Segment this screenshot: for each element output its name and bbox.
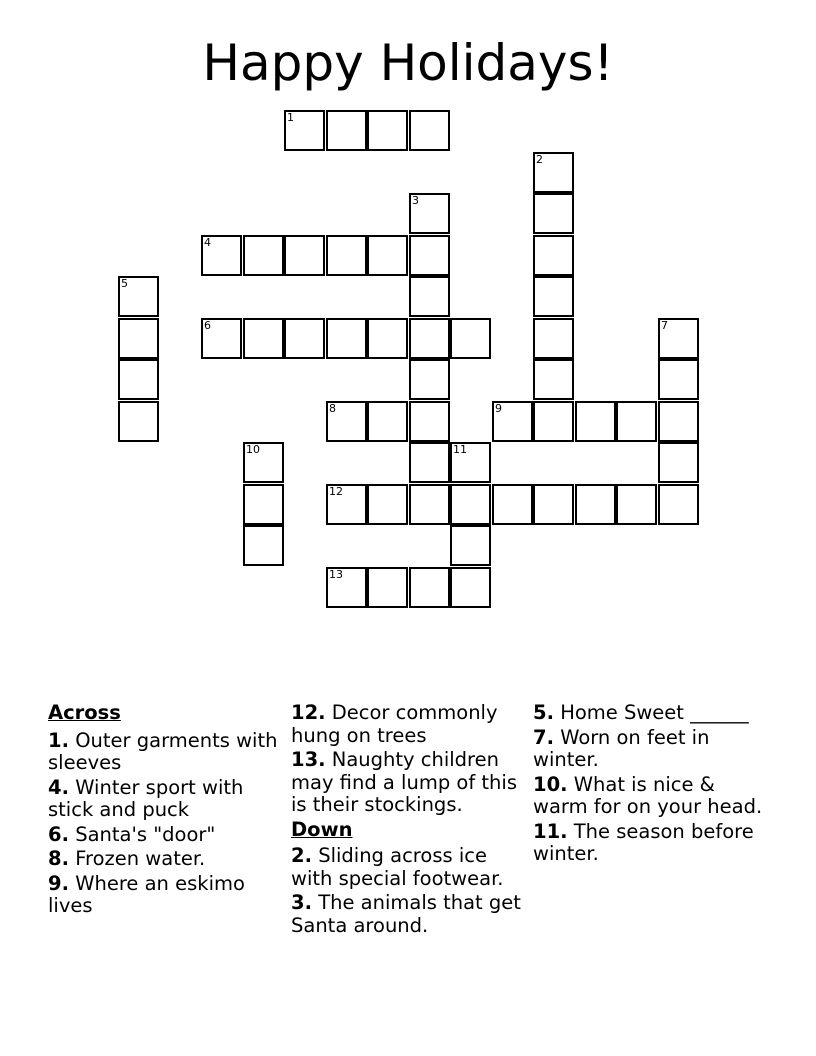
clue-text: Worn on feet in winter.: [533, 725, 710, 771]
grid-cell[interactable]: [243, 484, 284, 525]
cell-number: 6: [204, 319, 211, 332]
grid-cell[interactable]: [367, 318, 408, 359]
clue-down-11: [533, 821, 769, 866]
grid-cell[interactable]: [533, 359, 574, 400]
grid-cell[interactable]: [326, 484, 367, 525]
grid-cell[interactable]: [326, 567, 367, 608]
across-heading: Across: [48, 701, 121, 724]
clue-number: 7.: [533, 725, 554, 749]
cell-number: 4: [204, 236, 211, 249]
grid-cell[interactable]: [533, 401, 574, 442]
grid-cell[interactable]: [450, 525, 491, 566]
cell-number: 11: [453, 443, 467, 456]
clue-text: Santa's "door": [75, 822, 216, 846]
clue-across-4: [48, 777, 284, 822]
grid-cell[interactable]: [326, 401, 367, 442]
grid-cell[interactable]: [118, 318, 159, 359]
grid-cell[interactable]: [533, 318, 574, 359]
clue-down-7: [533, 727, 769, 772]
grid-cell[interactable]: [326, 110, 367, 151]
grid-cell[interactable]: [575, 484, 616, 525]
clue-number: 12.: [291, 701, 326, 724]
cell-number: 10: [246, 443, 260, 456]
clue-text: The animals that get Santa around.: [291, 891, 521, 937]
cell-number: 1: [287, 111, 294, 124]
grid-cell[interactable]: [658, 442, 699, 483]
clue-number: 4.: [48, 775, 69, 799]
grid-cell[interactable]: [409, 318, 450, 359]
clue-text: Naughty children may find a lump of this is their stockings.: [291, 748, 517, 816]
grid-cell[interactable]: [533, 276, 574, 317]
grid-cell[interactable]: [616, 484, 657, 525]
grid-cell[interactable]: [326, 318, 367, 359]
grid-cell[interactable]: [450, 567, 491, 608]
clue-text: Home Sweet ______: [560, 701, 749, 724]
grid-cell[interactable]: [409, 110, 450, 151]
grid-cell[interactable]: [367, 484, 408, 525]
clue-across-8: [48, 848, 284, 871]
clue-down-10: [533, 774, 769, 819]
clue-number: 6.: [48, 822, 69, 846]
clue-across-12: [291, 702, 527, 747]
grid-cell[interactable]: [492, 401, 533, 442]
grid-cell[interactable]: [243, 318, 284, 359]
grid-cell[interactable]: [616, 401, 657, 442]
clue-number: 10.: [533, 772, 568, 796]
grid-cell[interactable]: [326, 235, 367, 276]
clue-number: 3.: [291, 891, 312, 914]
grid-cell[interactable]: [284, 318, 325, 359]
down-heading: Down: [291, 817, 353, 841]
grid-cell[interactable]: [367, 110, 408, 151]
clue-across-1: [48, 730, 284, 775]
grid-cell[interactable]: [409, 484, 450, 525]
clue-number: 5.: [533, 701, 554, 724]
clue-text: What is nice & warm for on your head.: [533, 772, 763, 818]
cell-number: 13: [329, 568, 343, 581]
grid-cell[interactable]: [533, 193, 574, 234]
grid-cell[interactable]: [367, 567, 408, 608]
clue-column-2: [291, 702, 527, 937]
grid-cell[interactable]: [533, 235, 574, 276]
cell-number: 7: [661, 319, 668, 332]
grid-cell[interactable]: [575, 401, 616, 442]
clue-across-6: [48, 824, 284, 847]
clue-down-3: [291, 892, 527, 937]
grid-cell[interactable]: [658, 484, 699, 525]
grid-cell[interactable]: [243, 525, 284, 566]
grid-cell[interactable]: [658, 401, 699, 442]
grid-cell[interactable]: [118, 276, 159, 317]
clue-number: 13.: [291, 748, 326, 771]
grid-cell[interactable]: [492, 484, 533, 525]
grid-cell[interactable]: [284, 110, 325, 151]
cell-number: 5: [121, 277, 128, 290]
grid-cell[interactable]: [409, 401, 450, 442]
clue-down-5: [533, 702, 769, 725]
grid-cell[interactable]: [409, 235, 450, 276]
clue-text: The season before winter.: [533, 819, 754, 865]
grid-cell[interactable]: [367, 235, 408, 276]
grid-cell[interactable]: [450, 484, 491, 525]
grid-cell[interactable]: [533, 152, 574, 193]
grid-cell[interactable]: [201, 235, 242, 276]
clue-text: Frozen water.: [75, 847, 206, 870]
clue-number: 1.: [48, 728, 69, 752]
grid-cell[interactable]: [118, 401, 159, 442]
clue-column-3: [533, 702, 769, 866]
puzzle-title: Happy Holidays!: [202, 34, 614, 92]
clue-across-13: [291, 749, 527, 817]
clue-across-9: [48, 873, 284, 918]
grid-cell[interactable]: [367, 401, 408, 442]
clue-text: Where an eskimo lives: [48, 871, 245, 917]
clue-column-1: [48, 702, 284, 918]
grid-cell[interactable]: [409, 193, 450, 234]
grid-cell[interactable]: [658, 359, 699, 400]
grid-cell[interactable]: [243, 235, 284, 276]
grid-cell[interactable]: [409, 276, 450, 317]
grid-cell[interactable]: [450, 442, 491, 483]
grid-cell[interactable]: [409, 567, 450, 608]
clue-number: 11.: [533, 819, 568, 843]
cell-number: 12: [329, 485, 343, 498]
cell-number: 8: [329, 402, 336, 415]
clue-number: 9.: [48, 871, 69, 895]
grid-cell[interactable]: [450, 318, 491, 359]
clue-text: Decor commonly hung on trees: [291, 701, 498, 747]
grid-cell[interactable]: [243, 442, 284, 483]
cell-number: 3: [412, 194, 419, 207]
grid-cell[interactable]: [409, 359, 450, 400]
clue-number: 8.: [48, 847, 69, 870]
clue-text: Outer garments with sleeves: [48, 728, 278, 774]
grid-cell[interactable]: [409, 442, 450, 483]
grid-cell[interactable]: [533, 484, 574, 525]
grid-cell[interactable]: [284, 235, 325, 276]
cell-number: 2: [536, 153, 543, 166]
grid-cell[interactable]: [658, 318, 699, 359]
cell-number: 9: [495, 402, 502, 415]
clue-number: 2.: [291, 844, 312, 867]
clue-down-2: [291, 845, 527, 890]
grid-cell[interactable]: [118, 359, 159, 400]
grid-cell[interactable]: [201, 318, 242, 359]
clue-text: Winter sport with stick and puck: [48, 775, 244, 821]
clue-text: Sliding across ice with special footwear.: [291, 844, 504, 890]
